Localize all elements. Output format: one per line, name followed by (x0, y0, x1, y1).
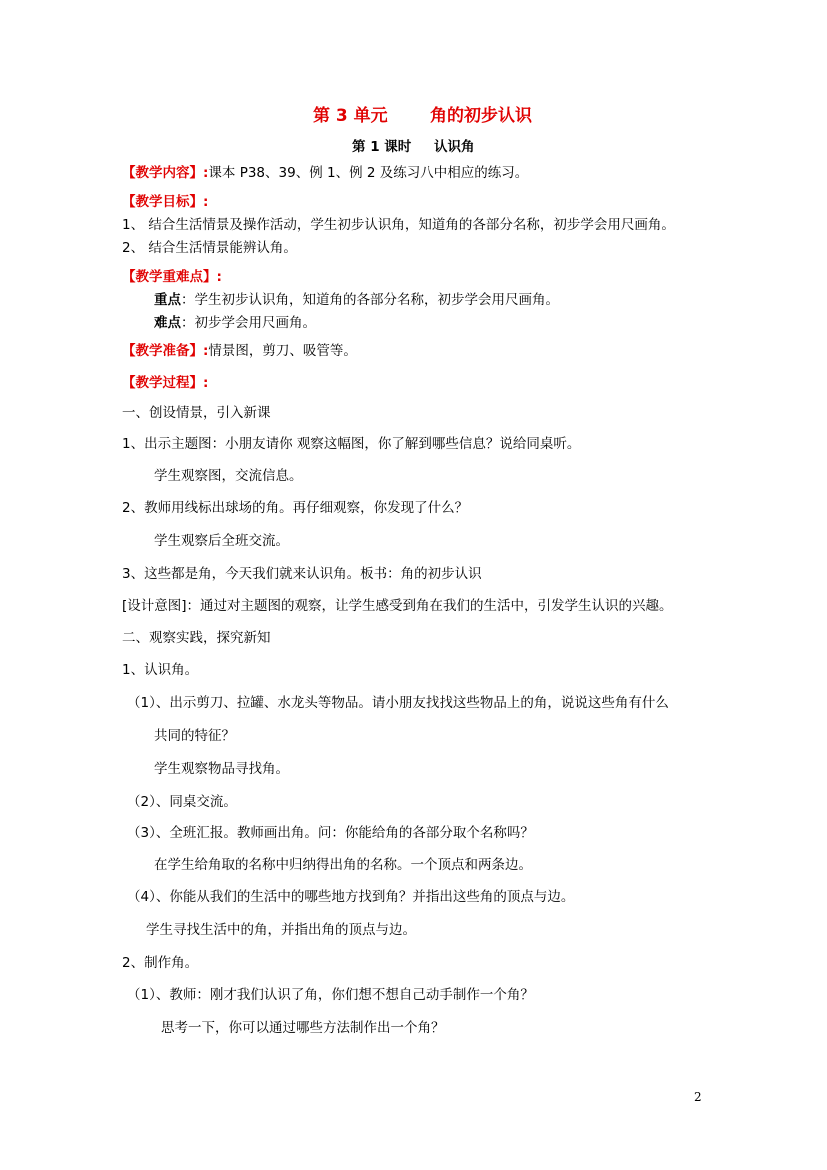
page-title: 角的初步认识 (430, 106, 532, 126)
page-number: 2 (694, 1090, 702, 1104)
process-line: （2）、同桌交流。 (127, 794, 237, 810)
difficult-point-label: 难点 (154, 315, 181, 331)
key-point (154, 291, 559, 309)
key-label: 【教学重难点】: (122, 269, 222, 285)
key-point-label: 重点 (154, 292, 181, 308)
process-line: 2、制作角。 (122, 955, 199, 971)
lesson-title: 认识角 (434, 139, 475, 155)
process-line: 学生观察后全班交流。 (154, 533, 289, 549)
process-line: 共同的特征？ (154, 728, 235, 744)
unit-label: 第 3 单元 (313, 106, 388, 126)
process-label: 【教学过程】: (122, 375, 209, 391)
lesson-label: 第 1 课时 (352, 139, 412, 155)
process-line: 学生观察物品寻找角。 (154, 761, 289, 777)
process-line: 在学生给角取的名称中归纳得出角的名称。一个顶点和两条边。 (154, 857, 532, 873)
goal-item-1: 1、 结合生活情景及操作活动，学生初步认识角，知道角的各部分名称，初步学会用尺画角。 (122, 217, 675, 233)
process-line: 学生寻找生活中的角，并指出角的顶点与边。 (146, 922, 416, 938)
difficult-point (154, 314, 316, 332)
process-line: （1）、出示剪刀、拉罐、水龙头等物品。请小朋友找找这些物品上的角，说说这些角有什么 (127, 695, 669, 711)
prep-label: 【教学准备】: (122, 343, 209, 359)
process-line: （4）、你能从我们的生活中的哪些地方找到角？并指出这些角的顶点与边。 (127, 889, 575, 905)
design-intent: [设计意图]：通过对主题图的观察，让学生感受到角在我们的生活中，引发学生认识的兴趣。 (122, 598, 673, 614)
process-line: 2、教师用线标出球场的角。再仔细观察，你发现了什么？ (122, 500, 469, 516)
process-line: （1）、教师：刚才我们认识了角，你们想不想自己动手制作一个角？ (127, 987, 534, 1003)
process-line: 二、观察实践，探究新知 (122, 630, 271, 646)
process-line: 3、这些都是角，今天我们就来认识角。板书：角的初步认识 (122, 566, 482, 582)
process-line: 1、出示主题图：小朋友请你 观察这幅图，你了解到哪些信息？说给同桌听。 (122, 436, 581, 452)
prep-section (122, 342, 357, 360)
process-line: 1、认识角。 (122, 662, 199, 678)
process-line: （3）、全班汇报。教师画出角。问：你能给角的各部分取个名称吗？ (127, 825, 534, 841)
goals-label: 【教学目标】: (122, 194, 209, 210)
process-line: 思考一下，你可以通过哪些方法制作出一个角？ (161, 1020, 445, 1036)
process-line: 学生观察图，交流信息。 (154, 468, 303, 484)
key-point-text: ：学生初步认识角，知道角的各部分名称，初步学会用尺画角。 (181, 292, 559, 308)
difficult-point-text: ：初步学会用尺画角。 (181, 315, 316, 331)
content-label: 【教学内容】: (122, 165, 209, 181)
process-line: 一、创设情景，引入新课 (122, 405, 271, 421)
goal-item-2: 2、 结合生活情景能辨认角。 (122, 240, 297, 256)
content-text: 课本 P38、39、例 1、例 2 及练习八中相应的练习。 (208, 165, 529, 181)
content-section (122, 164, 528, 182)
prep-text: 情景图，剪刀、吸管等。 (208, 343, 357, 359)
